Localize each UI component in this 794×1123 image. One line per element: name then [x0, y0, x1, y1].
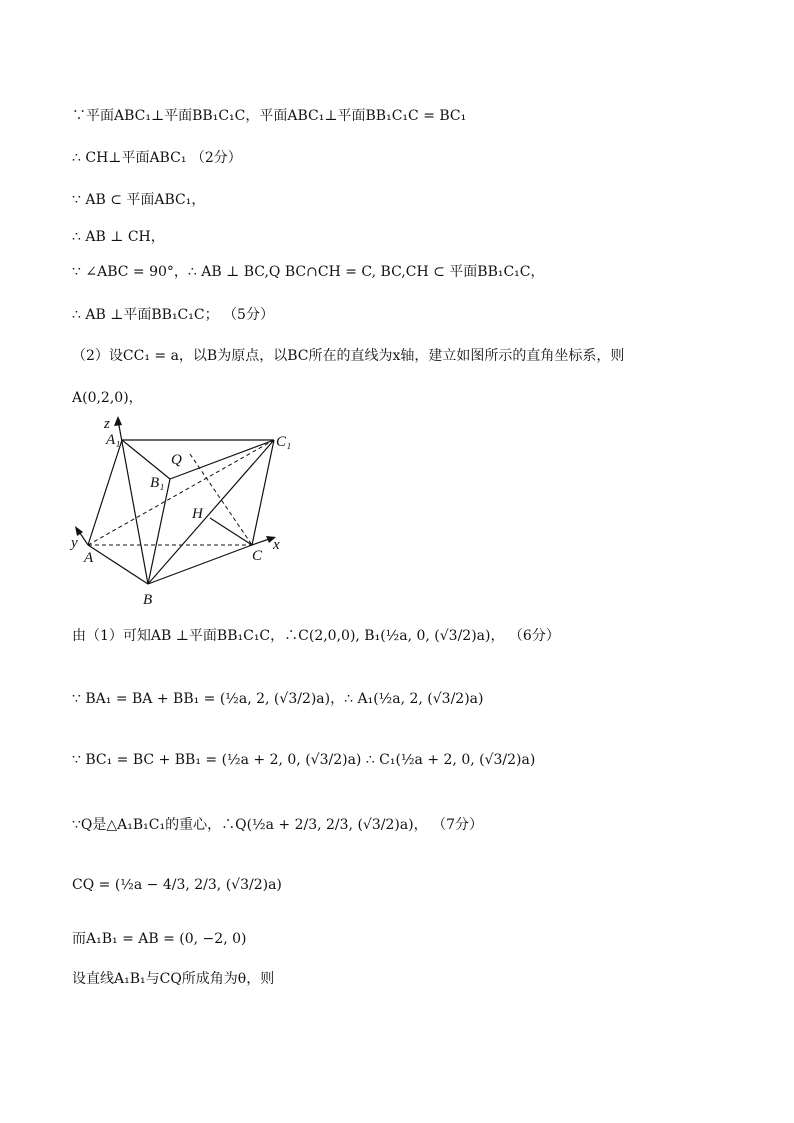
label-y: y: [71, 535, 78, 551]
label-H: H: [192, 506, 203, 522]
dashed-Q-C: [190, 454, 252, 545]
edge-C1-C: [252, 440, 274, 545]
label-A: A: [84, 550, 94, 566]
text-line-10: ∵ BA₁ = BA + BB₁ = (½a, 2, (√3/2)a)，∴ A₁(½a, 2, (√3/2)a): [72, 691, 484, 707]
text-line-2: ∴ CH⊥平面ABC₁ （2分）: [72, 150, 242, 166]
prism-coordinate-figure: [66, 414, 296, 610]
label-C: C: [252, 548, 263, 564]
z-axis: [118, 420, 148, 584]
label-C1: C₁: [276, 434, 292, 450]
text-line-15: 设直线A₁B₁与CQ所成角为θ，则: [72, 971, 275, 987]
text-line-1: ∵平面ABC₁⊥平面BB₁C₁C，平面ABC₁⊥平面BB₁C₁C = BC₁: [72, 108, 467, 124]
label-B: B: [143, 592, 153, 608]
z-axis-arrowhead: [114, 416, 122, 426]
edge-A-B: [88, 545, 148, 584]
text-line-12: ∵Q是△A₁B₁C₁的重心，∴Q(½a + 2/3, 2/3, (√3/2)a)， （7分）: [72, 817, 483, 833]
label-B1: B₁: [150, 475, 165, 491]
text-line-4: ∴ AB ⊥ CH，: [72, 229, 165, 245]
text-line-8: A(0,2,0)，: [72, 390, 143, 406]
segment-C-H: [210, 518, 252, 545]
text-line-11: ∵ BC₁ = BC + BB₁ = (½a + 2, 0, (√3/2)a) ∴ C₁(½a + 2, 0, (√3/2)a): [72, 752, 536, 768]
text-line-9: 由（1）可知AB ⊥平面BB₁C₁C，∴C(2,0,0), B₁(½a, 0, (√3/2)a)， （6分）: [72, 628, 560, 644]
label-x: x: [273, 537, 280, 553]
edge-B-C: [148, 545, 252, 584]
edge-A1-A: [88, 440, 122, 545]
text-line-5: ∵ ∠ABC = 90°，∴ AB ⊥ BC,Q BC∩CH = C, BC,CH ⊂ 平面BB₁C₁C，: [72, 264, 545, 280]
edge-A1-B1: [122, 440, 170, 479]
label-Q: Q: [171, 452, 182, 468]
text-line-13: CQ = (½a − 4/3, 2/3, (√3/2)a): [72, 877, 282, 893]
edge-B-B1: [148, 479, 170, 584]
text-line-14: 而A₁B₁ = AB = (0, −2, 0): [72, 931, 247, 947]
label-z: z: [104, 416, 110, 432]
edge-B1-C1: [170, 440, 274, 479]
text-line-7: （2）设CC₁ = a，以B为原点，以BC所在的直线为x轴，建立如图所示的直角坐标系，则: [72, 348, 625, 364]
label-A1: A₁: [106, 432, 121, 448]
text-line-6: ∴ AB ⊥平面BB₁C₁C； （5分）: [72, 307, 274, 323]
text-line-3: ∵ AB ⊂ 平面ABC₁，: [72, 192, 206, 208]
